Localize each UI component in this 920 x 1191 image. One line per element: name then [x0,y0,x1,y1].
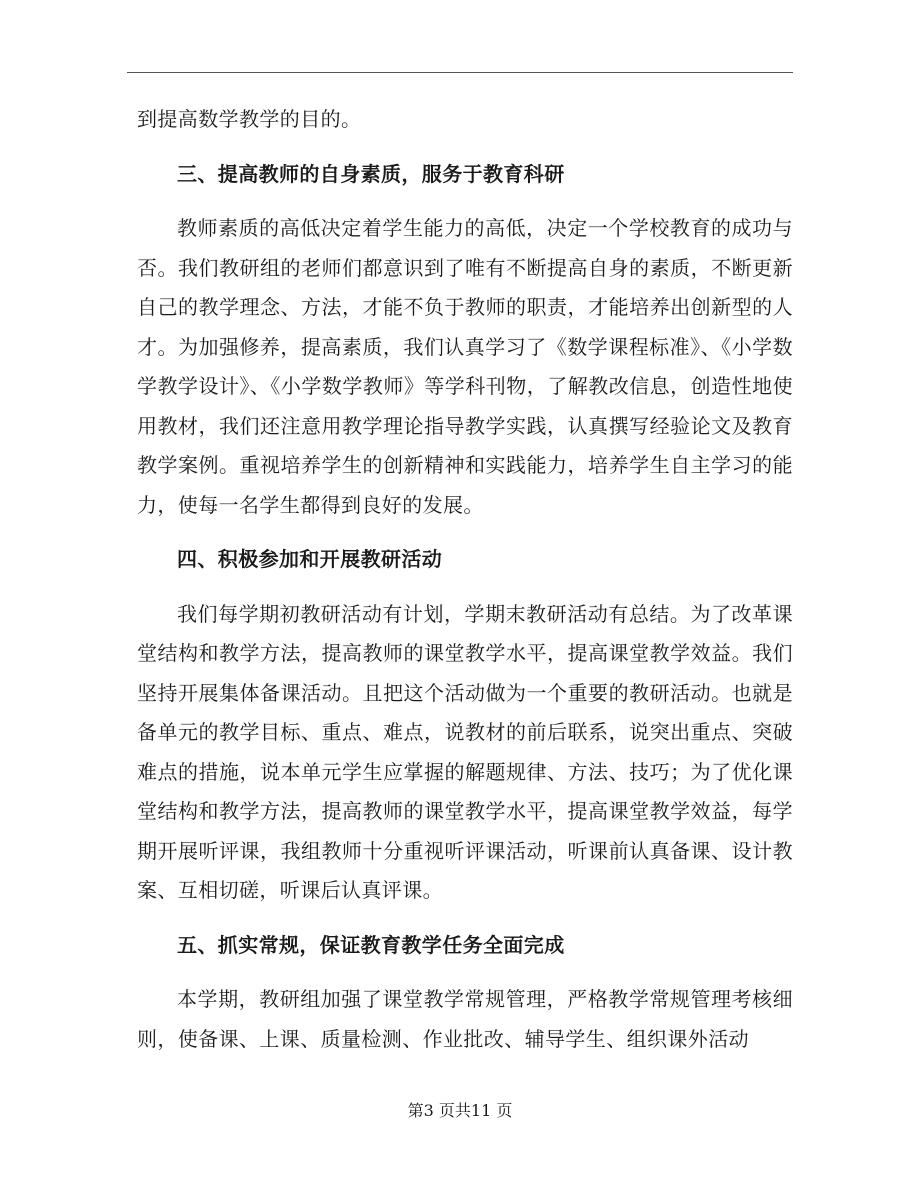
header-rule [127,72,793,73]
section-body-5: 本学期，教研组加强了课堂教学常规管理，严格教学常规管理考核细则，使备课、上课、质量检测、作业批改、辅导学生、组织课外活动 [137,987,793,1051]
continuation-paragraph: 到提高数学教学的目的。 [137,107,362,131]
page-content [137,100,793,1059]
section-body-3: 教师素质的高低决定着学生能力的高低，决定一个学校教育的成功与否。我们教研组的老师们都意识到了唯有不断提高自身的素质，不断更新自己的教学理念、方法，才能不负于教师的职责，才能培养出创新型的人才。为加强修养，提高素质，我们认真学习了《数学课程标准》、《小学数学教学设计》、《小学数学教师》等学科刊物，了解教改信息，创造性地使用教材，我们还注意用教学理论指导教学实践，认真撰写经验论文及教育教学案例。重视培养学生的创新精神和实践能力，培养学生自主学习的能力，使每一名学生都得到良好的发展。 [137,216,793,517]
page-number: 第3 页共11 页 [407,1101,513,1120]
section-heading-5: 五、抓实常规，保证教育教学任务全面完成 [177,932,565,957]
section-heading-4: 四、积极参加和开展教研活动 [177,547,443,571]
section-heading-3: 三、提高教师的自身素质，服务于教育科研 [177,161,565,186]
section-body-4: 我们每学期初教研活动有计划，学期末教研活动有总结。为了改革课堂结构和教学方法，提高教师的课堂教学水平，提高课堂教学效益。我们坚持开展集体备课活动。且把这个活动做为一个重要的教研活动。也就是备单元的教学目标、重点、难点，说教材的前后联系，说突出重点、突破难点的措施，说本单元学生应掌握的解题规律、方法、技巧；为了优化课堂结构和教学方法，提高教师的课堂教学水平，提高课堂教学效益，每学期开展听评课，我组教师十分重视听评课活动，听课前认真备课、设计教案、互相切磋，听课后认真评课。 [137,601,793,902]
